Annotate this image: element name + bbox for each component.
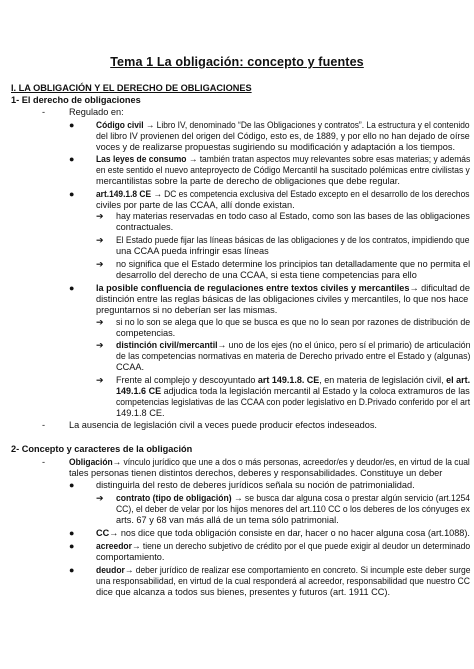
list-item-text: CCAA.	[116, 362, 145, 372]
term-label: art 149.1.8. CE	[257, 375, 320, 385]
arrow-icon: ➔	[96, 317, 104, 327]
term-text: → dificultad de	[409, 283, 470, 293]
list-item-text: hay materias reservadas en todo caso al Estado, como son las bases de las obligaciones	[116, 211, 470, 221]
list-item-text	[96, 120, 470, 131]
subsection-heading: 1- El derecho de obligaciones	[11, 95, 141, 105]
list-item-text: arts. 67 y 68 van más allá de un tema sólo patrimonial.	[116, 515, 339, 525]
list-item-text: preguntarnos si no deberían ser las mismas.	[96, 305, 278, 315]
list-item-text: competencias legislativas de las CCAA con poder legislativo en D.Privado conferido por el art	[116, 397, 471, 407]
term-label: CC	[96, 528, 110, 538]
list-item-text: contractuales.	[116, 222, 174, 232]
term-text: → uno de los ejes (no el único, pero sí el primario) de articulación	[217, 340, 471, 350]
dash-marker: -	[42, 457, 46, 467]
list-item-text: en este sentido el nuevo anteproyecto de Código Mercantil ha suscitado polémicas entre civilistas y	[96, 165, 470, 175]
list-item-text: Regulado en:	[69, 107, 124, 117]
term-label: distinción civil/mercantil	[116, 340, 218, 350]
term-label: acreedor	[96, 541, 132, 551]
list-item-text: distinción entre las reglas básicas de las obligaciones civiles y mercantiles, lo que nos hace	[96, 294, 469, 304]
bullet-icon: ●	[69, 189, 75, 199]
term-text: → tiene un derecho subjetivo de crédito por el que puede exigir al deudor un determinado	[131, 541, 471, 551]
bullet-icon: ●	[69, 565, 75, 575]
term-text: → se busca dar alguna cosa o prestar algún servicio (art.1254	[231, 493, 471, 503]
arrow-icon: ➔	[96, 493, 104, 503]
list-item-text: distinguirla del resto de deberes jurídicos señala su noción de patrimonialidad.	[96, 480, 415, 490]
list-item-text	[96, 528, 470, 539]
term-label: Código civil	[96, 120, 144, 130]
list-item-text: no significa que el Estado determine los principios tan detalladamente que no permita el	[116, 259, 471, 269]
list-item-text: El Estado puede fijar las líneas básicas de las obligaciones y de los contratos, impidiendo que	[116, 235, 470, 245]
list-item-text: civiles por parte de las CCAA, allí donde existan.	[96, 200, 295, 210]
term-text: → deber jurídico de realizar ese comportamiento en concreto. Si incumple este deber surge	[124, 565, 471, 575]
list-item-text	[96, 541, 470, 552]
term-text: → Libro IV, denominado “De las Obligaciones y contratos”. La estructura y el contenido	[143, 120, 470, 130]
term-text: → vínculo jurídico que une a dos o más personas, acreedor/es y deudor/es, en virtud de la cual	[112, 457, 470, 467]
term-label: la posible confluencia de regulaciones entre textos civiles y mercantiles	[96, 283, 410, 293]
term-label: Las leyes de consumo	[96, 154, 187, 164]
term-label: deudor	[96, 565, 125, 575]
term-label: art.149.1.8 CE	[96, 189, 152, 199]
bullet-icon: ●	[69, 120, 75, 130]
arrow-icon: ➔	[96, 211, 104, 221]
list-item-text	[116, 340, 470, 351]
term-label: Obligación	[69, 457, 113, 467]
section-heading: I. LA OBLIGACIÓN Y EL DERECHO DE OBLIGACIONES	[11, 83, 252, 93]
bullet-icon: ●	[69, 528, 75, 538]
list-item-text	[116, 386, 470, 397]
term-text: → DC es competencia exclusiva del Estado excepto en el desarrollo de los derechos	[153, 189, 470, 199]
bullet-icon: ●	[69, 283, 75, 293]
term-text: Frente al complejo y descoyuntado	[116, 375, 258, 385]
term-label: el art.	[446, 375, 471, 385]
term-text: , en materia de legislación civil,	[319, 375, 447, 385]
term-text: → nos dice que toda obligación consiste en dar, hacer o no hacer alguna cosa (art.1088).	[109, 528, 470, 538]
list-item-text	[96, 283, 470, 294]
list-item-text	[96, 189, 469, 200]
list-item-text: de las competencias normativas en materia de Derecho privado entre el Estado y (algunas)	[116, 351, 471, 361]
term-text: adjudica toda la legislación mercantil al Estado y la coloca extramuros de las	[161, 386, 470, 396]
document-title: Tema 1 La obligación: concepto y fuentes	[110, 55, 364, 69]
list-item-text	[96, 565, 471, 576]
dash-marker: -	[42, 107, 46, 117]
list-item-text: una responsabilidad, en virtud de la cual responderá al acreedor, responsabilidad que nuestro CC	[96, 576, 471, 586]
term-label: 149.1.6 CE	[116, 386, 162, 396]
list-item-text: una CCAA pueda infringir esas líneas	[116, 246, 269, 256]
list-item-text	[69, 457, 470, 468]
list-item-text: CC), el deber de velar por los hijos menores del art.110 CC o los deberes de los cónyuges ex	[116, 504, 470, 514]
list-item-text: competencias.	[116, 328, 176, 338]
bullet-icon: ●	[69, 541, 75, 551]
arrow-icon: ➔	[96, 375, 104, 385]
list-item-text: voces y de realizarse propuestas sugiriendo su modificación y adaptación a los tiempos.	[96, 142, 456, 152]
list-item-text: dice que alcanza a todos sus bienes, presentes y futuros (art. 1911 CC).	[96, 587, 390, 597]
term-text: → también tratan aspectos muy relevantes sobre esas materias; y además	[188, 154, 471, 164]
list-item-text: La ausencia de legislación civil a veces puede producir efectos indeseados.	[69, 420, 377, 430]
arrow-icon: ➔	[96, 340, 104, 350]
term-label: contrato (tipo de obligación)	[116, 493, 232, 503]
list-item-text: 149.1.8 CE.	[116, 408, 165, 418]
list-item-text: comportamiento.	[96, 552, 165, 562]
list-item-text: mercantilistas sobre la parte de derecho de obligaciones que debe regular.	[96, 176, 400, 186]
dash-marker: -	[42, 420, 46, 430]
list-item-text: si no lo son se alega que lo que se busca es que no lo sean por razones de distribución de	[116, 317, 471, 327]
arrow-icon: ➔	[96, 259, 104, 269]
bullet-icon: ●	[69, 480, 75, 490]
list-item-text: tales personas tienen distintos derechos, deberes y responsabilidades. Constituye un deber	[69, 468, 443, 478]
bullet-icon: ●	[69, 154, 75, 164]
list-item-text	[116, 493, 470, 504]
arrow-icon: ➔	[96, 235, 104, 245]
list-item-text: del libro IV provienen del origen del Código, esto es, de 1889, y por ello no han dejado de oírse	[96, 131, 470, 141]
subsection-heading: 2- Concepto y caracteres de la obligación	[11, 444, 193, 454]
list-item-text: desarrollo del derecho de una CCAA, si esta tiene competencias para ello	[116, 270, 417, 280]
list-item-text	[116, 375, 470, 386]
list-item-text	[96, 154, 470, 165]
